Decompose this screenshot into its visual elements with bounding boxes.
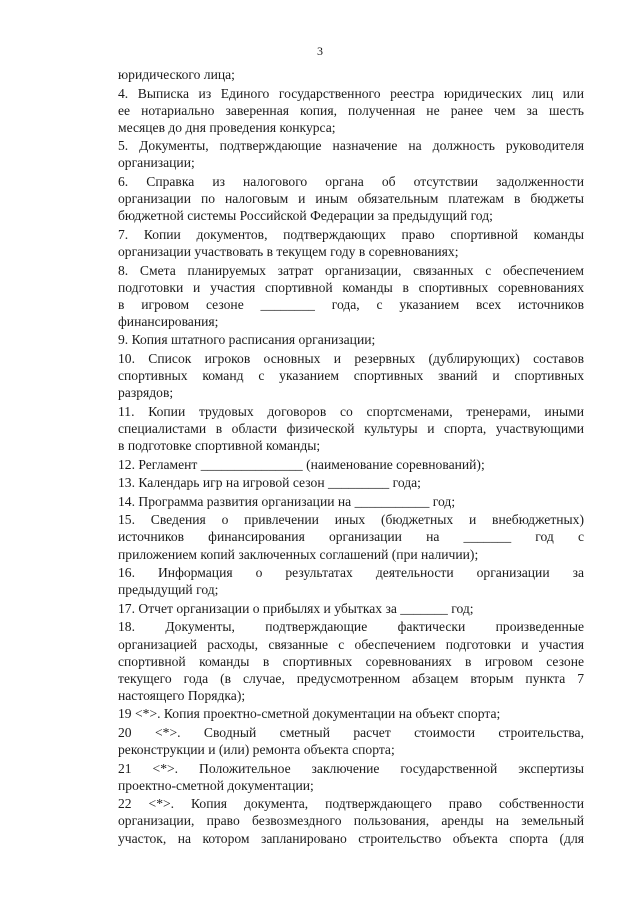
paragraph-line: организацией расходы, связанные с обеспечением подготовки и участия [118,636,584,652]
paragraph-line: участок, на котором запланировано строительство объекта спорта (для [118,830,584,846]
paragraph-line: спортивных команд с указанием спортивных званий и спортивных [118,368,584,384]
paragraph-line: организации; [118,155,195,171]
paragraph-line: 13. Календарь игр на игровой сезон _________ года; [118,475,421,491]
paragraph-line: 18. Документы, подтверждающие фактически произведенные [118,619,584,635]
document-paragraph [118,66,584,83]
paragraph-line: 12. Регламент _______________ (наименование соревнований); [118,456,485,472]
paragraph-line: 22 <*>. Копия документа, подтверждающего право собственности [118,796,584,812]
paragraph-line: специалистами в области физической культуры и спорта, участвующими [118,420,584,436]
paragraph-line: 8. Смета планируемых затрат организации, связанных с обеспечением [118,262,584,278]
page-number: 3 [317,44,323,58]
document-paragraph [118,511,584,562]
paragraph-line: текущего года (в случае, предусмотренном абзацем вторым пункта 7 [118,670,584,686]
paragraph-line: спортивной команды в спортивных соревнованиях в игровом сезоне [118,653,584,669]
paragraph-line: организации по налоговым и иным обязательным платежам в бюджеты [118,191,584,207]
document-paragraph [118,795,584,846]
paragraph-line: 9. Копия штатного расписания организации; [118,332,376,348]
paragraph-line: организации участвовать в текущем году в соревнованиях; [118,243,459,259]
paragraph-line: предыдущий год; [118,582,219,598]
paragraph-line: в игровом сезоне ________ года, с указанием всех источников [118,296,584,312]
document-paragraph [118,350,584,401]
paragraph-line: 5. Документы, подтверждающие назначение на должность руководителя [118,138,584,154]
document-paragraph [118,618,584,703]
document-paragraph [118,226,584,260]
paragraph-line: ее нотариально заверенная копия, полученная не ранее чем за шесть [118,102,584,118]
paragraph-line: 10. Список игроков основных и резервных (дублирующих) составов [118,351,584,366]
document-paragraph [118,403,584,454]
paragraph-line: 4. Выписка из Единого государственного реестра юридических лиц или [118,85,584,101]
paragraph-line: бюджетной системы Российской Федерации за предыдущий год; [118,208,493,224]
document-paragraph [118,600,584,617]
document-paragraph [118,456,584,473]
paragraph-line: реконструкции и (или) ремонта объекта спорта; [118,742,395,758]
paragraph-line: финансирования; [118,313,219,329]
paragraph-line: 7. Копии документов, подтверждающих право спортивной команды [118,226,584,242]
document-paragraph [118,493,584,510]
paragraph-line: 19 <*>. Копия проектно-сметной документации на объект спорта; [118,706,501,722]
paragraph-line: в подготовке спортивной команды; [118,437,321,453]
paragraph-line: 20 <*>. Сводный сметный расчет стоимости строительства, [118,724,584,740]
paragraph-line: приложением копий заключенных соглашений (при наличии); [118,546,479,562]
paragraph-line: 16. Информация о результатах деятельности организации за [118,565,584,581]
document-paragraph [118,705,584,722]
paragraph-line: 21 <*>. Положительное заключение государственной экспертизы [118,760,584,776]
paragraph-line: месяцев до дня проведения конкурса; [118,119,336,135]
paragraph-line: 11. Копии трудовых договоров со спортсменами, тренерами, иными [118,403,584,419]
document-paragraph [118,724,584,758]
document-paragraph [118,137,584,171]
paragraph-line: настоящего Порядка); [118,687,246,703]
document-paragraph [118,474,584,491]
document-paragraph [118,262,584,330]
paragraph-line: организации, право безвозмездного пользования, аренды на земельный [118,813,584,829]
document-paragraph [118,760,584,794]
paragraph-line: 14. Программа развития организации на ___________ год; [118,493,456,509]
document-body [118,66,584,847]
paragraph-line: 6. Справка из налогового органа об отсутствии задолженности [118,174,584,190]
paragraph-line: проектно-сметной документации; [118,777,314,793]
document-paragraph [118,85,584,136]
document-paragraph [118,564,584,598]
paragraph-line: 17. Отчет организации о прибылях и убытках за _______ год; [118,600,474,616]
paragraph-line: подготовки и участия спортивной команды в спортивных соревнованиях [118,279,584,295]
document-paragraph [118,331,584,348]
paragraph-line: 15. Сведения о привлечении иных (бюджетных и внебюджетных) [118,512,584,528]
paragraph-line: разрядов; [118,385,174,401]
paragraph-line: юридического лица; [118,67,235,82]
paragraph-line: источников финансирования организации на _______ год с [118,529,584,545]
document-paragraph [118,173,584,224]
